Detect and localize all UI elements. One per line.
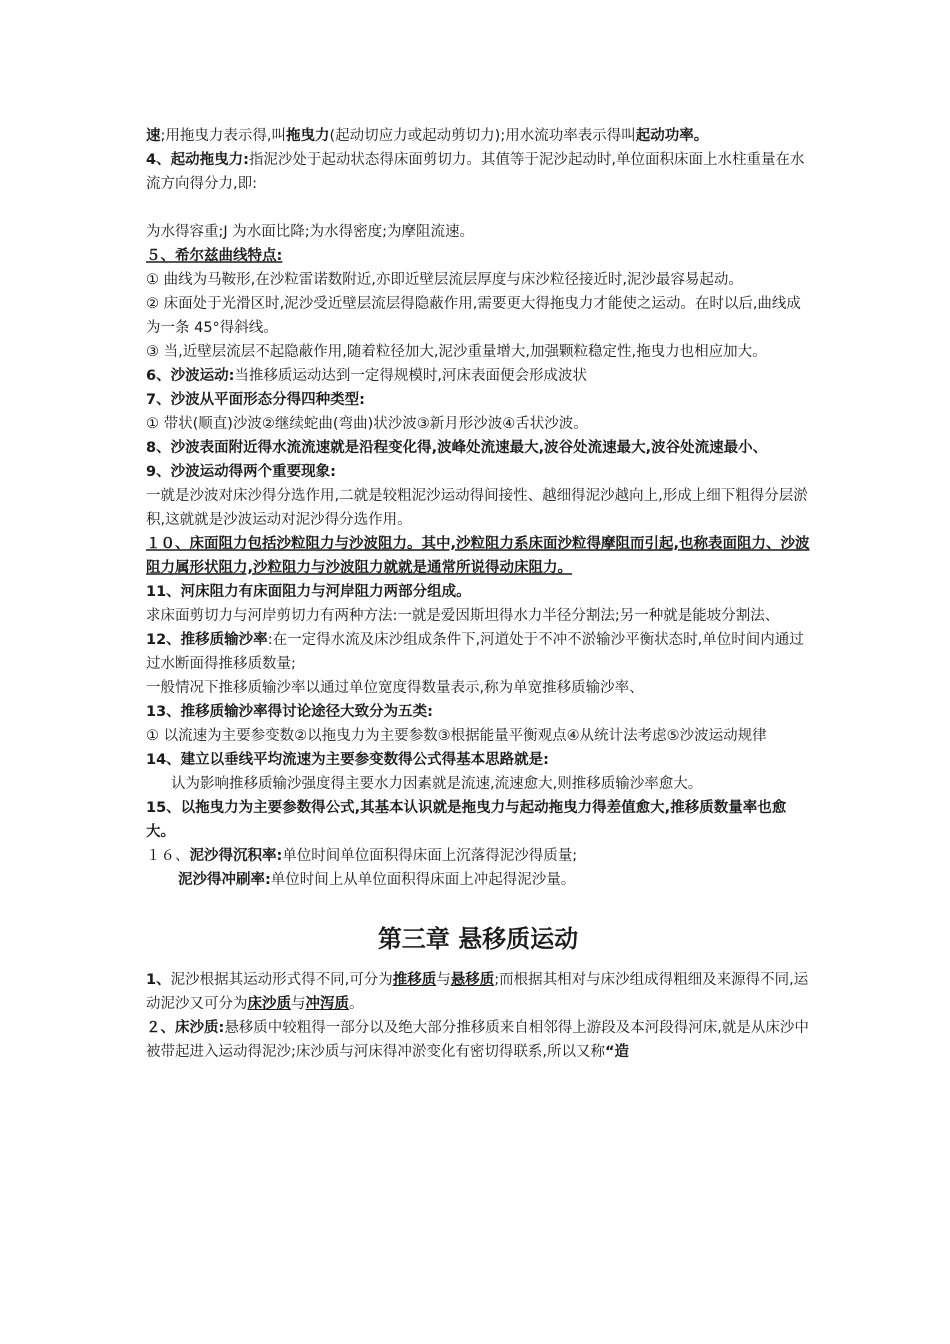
para-sandwave-types: ① 带状(顺直)沙波②继续蛇曲(弯曲)状沙波③新月形沙波④舌状沙波。: [146, 416, 588, 432]
item-heading-14: 14、建立以垂线平均流速为主要参变数得公式得基本思路就是:: [146, 752, 549, 768]
text: 与: [291, 996, 306, 1012]
para-item-8: 8、沙波表面附近得水流流速就是沿程变化得,波峰处流速最大,波谷处流速最大,波谷处流速最小、: [146, 440, 768, 456]
term-deposition-rate: 泥沙得沉积率:: [189, 848, 283, 864]
text: 悬移质中较粗得一部分以及绝大部分推移质来自相邻得上游段及本河段得河床,就是从床沙中被带起进入运动得泥沙;床沙质与河床得冲淤变化有密切得联系,所以又称: [146, 1020, 809, 1060]
term-bedload: 推移质: [392, 972, 437, 988]
text: ;用拖曳力表示得,叫: [160, 128, 286, 144]
para-erosion-rate: [146, 868, 810, 892]
text: ;而根据其相对与床沙组成得粗细及来源得不同,运动泥沙又可分为: [146, 972, 809, 1012]
chapter-title: 第三章 悬移质运动: [377, 925, 579, 953]
item-heading-7: 7、沙波从平面形态分得四种类型:: [146, 392, 365, 408]
para-sandwave-phenomena: 一就是沙波对床沙得分选作用,二就是较粗泥沙运动得间接性、越细得泥沙越向上,形成上细下粗得分层淤积,这就就是沙波运动对泥沙得分选作用。: [146, 488, 808, 528]
term-suspended-load: 悬移质: [450, 972, 495, 988]
para-item-15: 15、以拖曳力为主要参数得公式,其基本认识就是拖曳力与起动拖曳力得差值愈大,推移质数量率也愈大。: [146, 800, 787, 840]
para-five-approaches: ① 以流速为主要参变数②以拖曳力为主要参数③根据能量平衡观点④从统计法考虑⑤沙波运动规律: [146, 728, 767, 744]
para-unit-width-rate: 一般情况下推移质输沙率以通过单位宽度得数量表示,称为单宽推移质输沙率、: [146, 680, 644, 696]
term-bed-material-load: 床沙质: [247, 996, 291, 1012]
item-heading: 6、沙波运动:: [146, 368, 235, 384]
text-bold: “造: [605, 1044, 630, 1060]
para-ch3-item-1: [146, 968, 810, 1016]
text-bold: 起动功率。: [635, 128, 709, 144]
text: 泥沙根据其运动形式得不同,可分为: [170, 972, 393, 988]
para-item-12: [146, 628, 810, 676]
text: 与: [436, 972, 451, 988]
text-bold: 速: [146, 128, 161, 144]
para-item-10: １０、床面阻力包括沙粒阻力与沙波阻力。其中,沙粒阻力系床面沙粒得摩阻而引起,也称表面阻力、沙波阻力属形状阻力,沙粒阻力与沙波阻力就就是通常所说得动床阻力。: [146, 536, 810, 576]
text-bold: 拖曳力: [286, 128, 330, 144]
formula-placeholder: [146, 196, 810, 220]
para-ch3-item-2: [146, 1016, 810, 1064]
text: :在一定得水流及床沙组成条件下,河道处于不冲不淤输沙平衡状态时,单位时间内通过过水断面得推移质数量;: [146, 632, 804, 672]
text: 指泥沙处于起动状态得床面剪切力。其值等于泥沙起动时,单位面积床面上水柱重量在水流方向得分力,即:: [146, 152, 805, 192]
term-erosion-rate: 泥沙得冲刷率:: [178, 872, 271, 888]
para-shields-3: ③ 当,近壁层流层不起隐蔽作用,随着粒径加大,泥沙重量增大,加强颗粒稳定性,拖曳力也相应加大。: [146, 344, 767, 360]
para-item-6: [146, 364, 810, 388]
text: 单位时间单位面积得床面上沉落得泥沙得质量;: [282, 848, 578, 864]
para-shields-1: ① 曲线为马鞍形,在沙粒雷诺数附近,亦即近壁层流层厚度与床沙粒径接近时,泥沙最容易起动。: [146, 272, 743, 288]
item-heading-9: 9、沙波运动得两个重要现象:: [146, 464, 336, 480]
para-formula-notes: 为水得容重;J 为水面比降;为水得密度;为摩阻流速。: [146, 224, 475, 240]
item-heading: 4、起动拖曳力:: [146, 152, 249, 168]
term-wash-load: 冲泻质: [305, 996, 349, 1012]
item-heading: ２、床沙质:: [146, 1020, 225, 1036]
para-velocity-idea: 认为影响推移质输沙强度得主要水力因素就是流速,流速愈大,则推移质输沙率愈大。: [171, 776, 703, 792]
item-heading-5: ５、希尔兹曲线特点:: [146, 248, 283, 264]
item-number: 1、: [146, 972, 171, 988]
text: 单位时间上从单位面积得床面上冲起得泥沙量。: [270, 872, 576, 888]
item-heading-11: 11、河床阻力有床面阻力与河岸阻力两部分组成。: [146, 584, 471, 600]
para-item-16: [146, 844, 810, 868]
para-shields-2: ② 床面处于光滑区时,泥沙受近壁层流层得隐蔽作用,需要更大得拖曳力才能使之运动。在时以后,曲线成为一条 45°得斜线。: [146, 296, 801, 336]
item-heading: 12、推移质输沙率: [146, 632, 268, 648]
para-line-1: [146, 124, 810, 148]
para-shear-methods: 求床面剪切力与河岸剪切力有两种方法:一就是爱因斯坦得水力半径分割法;另一种就是能坡分割法、: [146, 608, 780, 624]
document-page: [146, 124, 810, 1064]
item-heading-13: 13、推移质输沙率得讨论途径大致分为五类:: [146, 704, 433, 720]
text: (起动切应力或起动剪切力);用水流功率表示得叫: [329, 128, 636, 144]
para-item-4: [146, 148, 810, 196]
text: 。: [349, 996, 364, 1012]
item-number: １６、: [146, 848, 190, 864]
text: 当推移质运动达到一定得规模时,河床表面便会形成波状: [234, 368, 587, 384]
